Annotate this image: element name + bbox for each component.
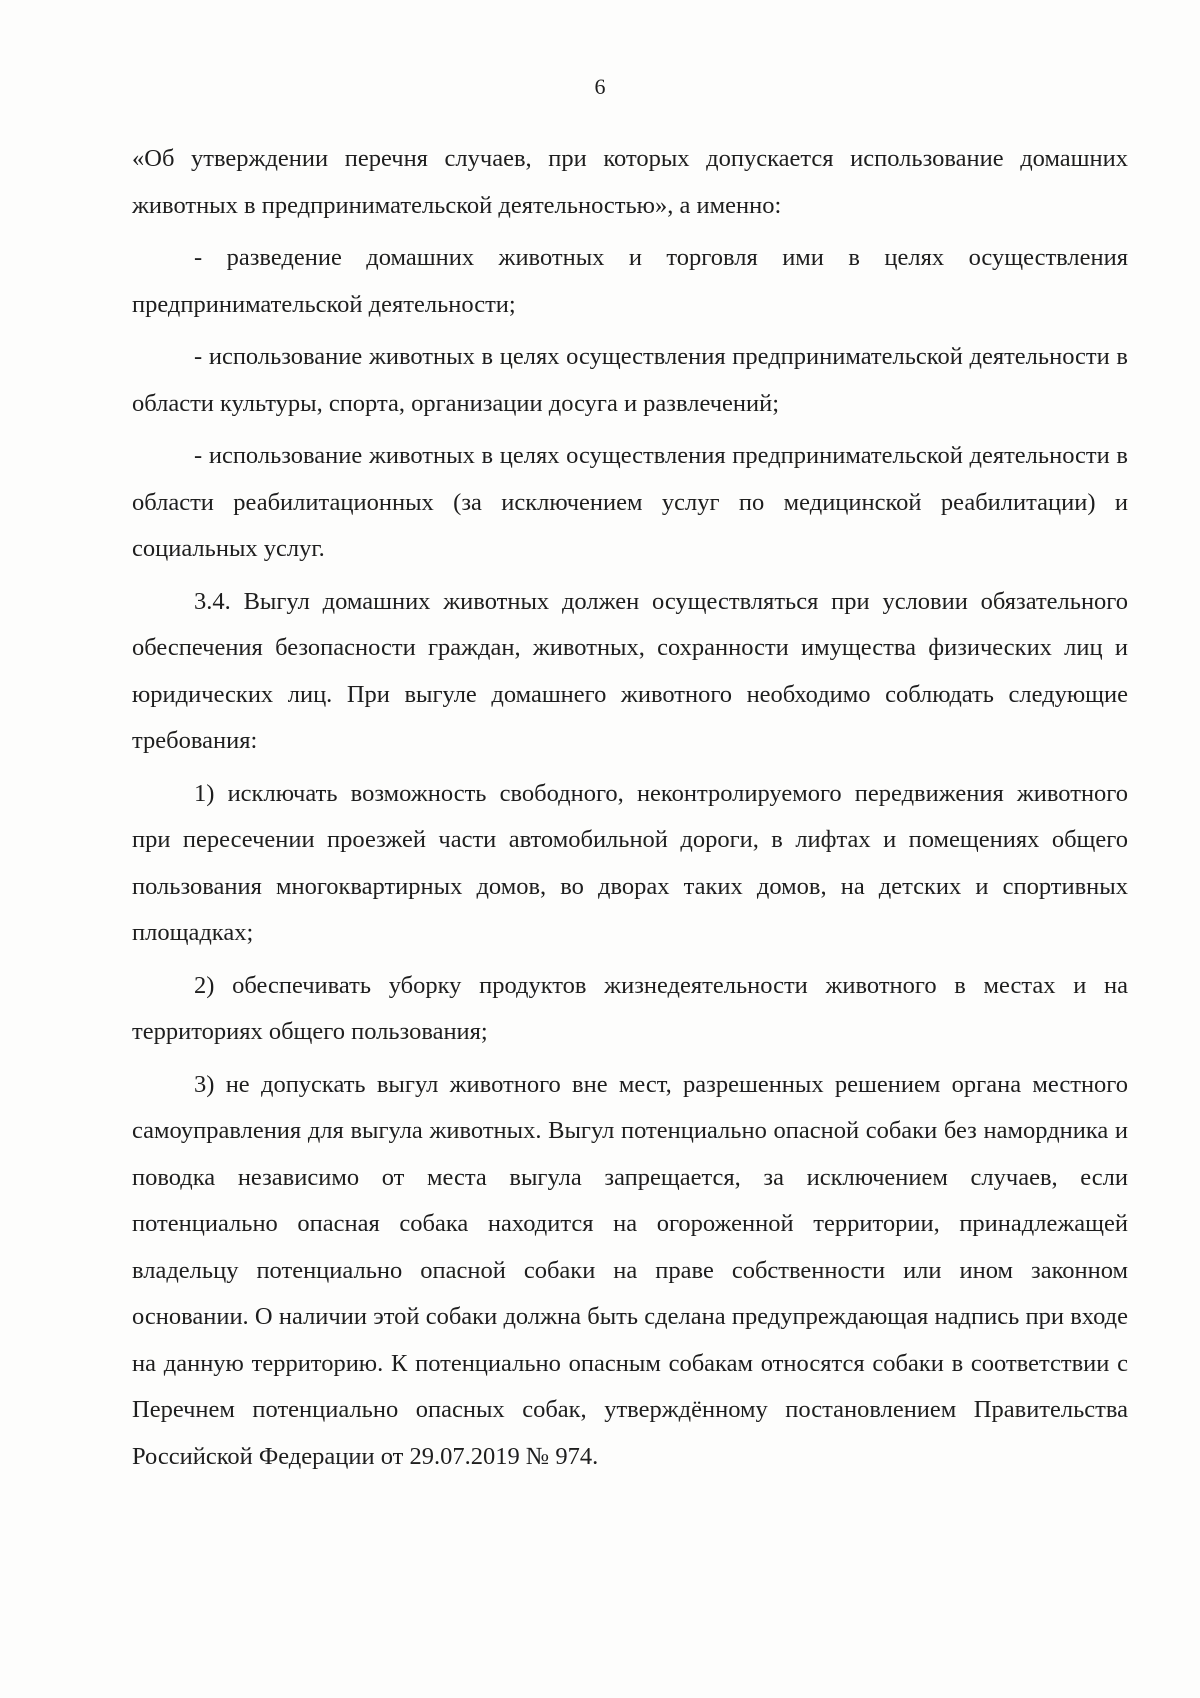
paragraph-requirement-1: 1) исключать возможность свободного, неконтролируемого передвижения животного при пересечении проезжей части автомобильной дороги, в лифтах и помещениях общего пользования многоквартирных домов, во дворах таких домов, на детских и спортивных площадках; bbox=[132, 779, 1128, 946]
paragraph-rehabilitation: - использование животных в целях осуществления предпринимательской деятельности в области реабилитационных (за исключением услуг по медицинской реабилитации) и социальных услуг. bbox=[132, 442, 1128, 562]
paragraph-section-3-4: 3.4. Выгул домашних животных должен осуществляться при условии обязательного обеспечения безопасности граждан, животных, сохранности имущества физических лиц и юридических лиц. При выгуле домашнего животного необходимо соблюдать следующие требования: bbox=[132, 587, 1128, 754]
page-number: 6 bbox=[594, 74, 606, 99]
paragraph-requirement-2: 2) обеспечивать уборку продуктов жизнедеятельности животного в местах и на территориях общего пользования; bbox=[132, 971, 1128, 1045]
document-body bbox=[132, 136, 1128, 1480]
paragraph-culture-sport: - использование животных в целях осуществления предпринимательской деятельности в области культуры, спорта, организации досуга и развлечений; bbox=[132, 343, 1128, 417]
paragraph-decree-title: «Об утверждении перечня случаев, при которых допускается использование домашних животных в предпринимательской деятельностью», а именно: bbox=[132, 145, 1128, 219]
paragraph-breeding-trade: - разведение домашних животных и торговля ими в целях осуществления предпринимательской деятельности; bbox=[132, 244, 1128, 318]
paragraph-requirement-3: 3) не допускать выгул животного вне мест, разрешенных решением органа местного самоуправления для выгула животных. Выгул потенциально опасной собаки без намордника и поводка независимо от места выгула запрещается, за исключением случаев, если потенциально опасная собака находится на огороженной территории, принадлежащей владельцу потенциально опасной собаки на праве собственности или ином законном основании. О наличии этой собаки должна быть сделана предупреждающая надпись при входе на данную территорию. К потенциально опасным собакам относятся собаки в соответствии с Перечнем потенциально опасных собак, утверждённому постановлением Правительства Российской Федерации от 29.07.2019 № 974. bbox=[132, 1070, 1128, 1470]
